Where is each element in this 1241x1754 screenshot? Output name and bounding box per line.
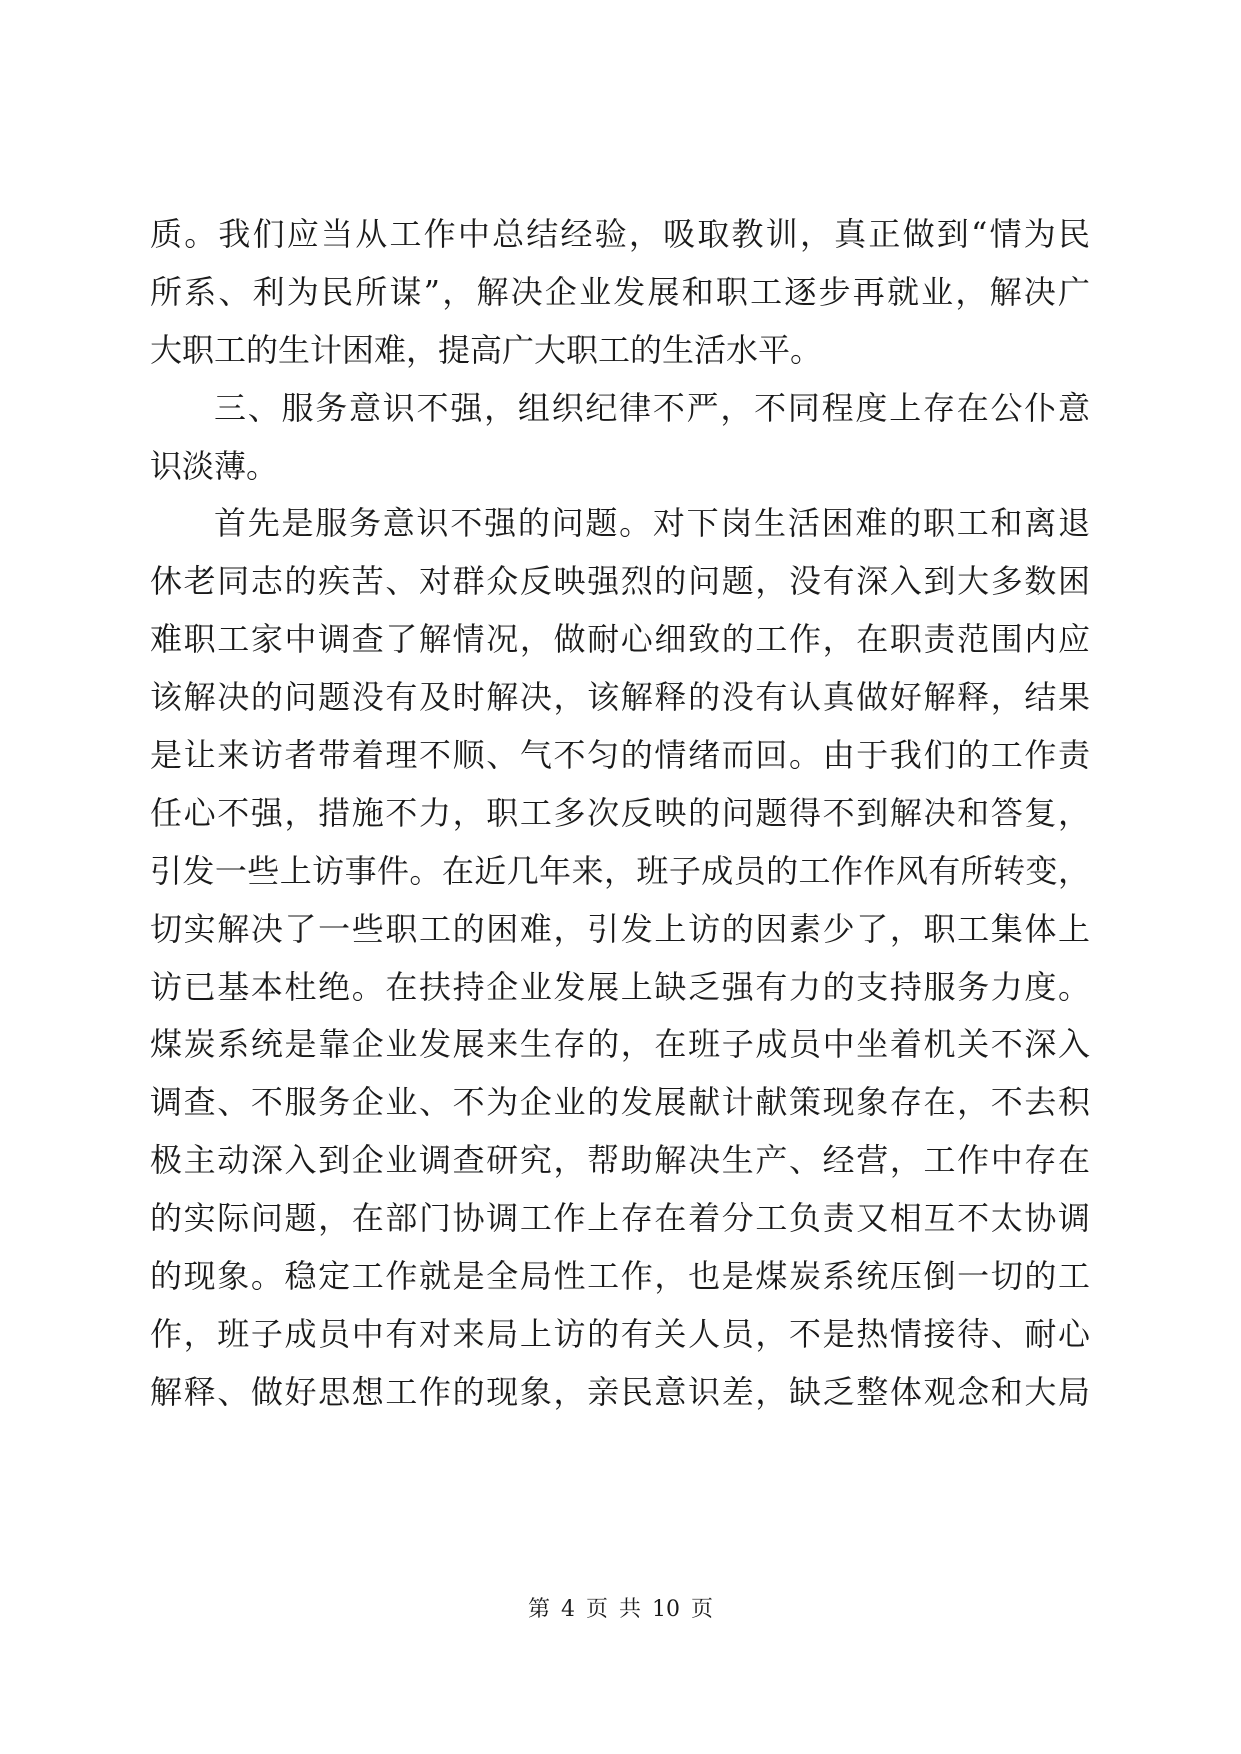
page-footer: 第 4 页 共 10 页 bbox=[528, 1597, 713, 1622]
text-line: 识淡薄。 bbox=[150, 446, 279, 485]
text-line: 是让来访者带着理不顺、气不匀的情绪而回。由于我们的工作责 bbox=[150, 736, 1090, 775]
text-line: 休老同志的疾苦、对群众反映强烈的问题，没有深入到大多数困 bbox=[150, 562, 1090, 601]
text-line: 所系、利为民所谋”，解决企业发展和职工逐步再就业，解决广 bbox=[150, 272, 1090, 311]
body-text bbox=[150, 206, 1090, 1422]
text-line: 的现象。稳定工作就是全局性工作，也是煤炭系统压倒一切的工 bbox=[150, 1257, 1090, 1296]
text-line: 大职工的生计困难，提高广大职工的生活水平。 bbox=[150, 330, 823, 369]
text-line: 该解决的问题没有及时解决，该解释的没有认真做好解释，结果 bbox=[150, 678, 1090, 717]
text-line: 切实解决了一些职工的困难，引发上访的因素少了，职工集体上 bbox=[150, 909, 1090, 948]
text-line: 的实际问题，在部门协调工作上存在着分工负责又相互不太协调 bbox=[150, 1199, 1090, 1238]
text-line: 任心不强，措施不力，职工多次反映的问题得不到解决和答复， bbox=[150, 793, 1090, 832]
text-line: 首先是服务意识不强的问题。对下岗生活困难的职工和离退 bbox=[214, 504, 1090, 543]
text-line: 三、服务意识不强，组织纪律不严，不同程度上存在公仆意 bbox=[214, 388, 1090, 427]
text-line: 作，班子成员中有对来局上访的有关人员，不是热情接待、耐心 bbox=[150, 1314, 1090, 1353]
text-line: 解释、做好思想工作的现象，亲民意识差，缺乏整体观念和大局 bbox=[150, 1372, 1090, 1411]
text-line: 引发一些上访事件。在近几年来，班子成员的工作作风有所转变， bbox=[150, 851, 1090, 890]
text-line: 质。我们应当从工作中总结经验，吸取教训，真正做到“情为民 bbox=[150, 215, 1090, 253]
text-line: 访已基本杜绝。在扶持企业发展上缺乏强有力的支持服务力度。 bbox=[150, 967, 1090, 1006]
text-line: 难职工家中调查了解情况，做耐心细致的工作，在职责范围内应 bbox=[150, 620, 1090, 659]
text-line: 调查、不服务企业、不为企业的发展献计献策现象存在，不去积 bbox=[150, 1083, 1090, 1122]
text-line: 极主动深入到企业调查研究，帮助解决生产、经营，工作中存在 bbox=[150, 1141, 1090, 1180]
text-line: 煤炭系统是靠企业发展来生存的，在班子成员中坐着机关不深入 bbox=[150, 1025, 1090, 1064]
